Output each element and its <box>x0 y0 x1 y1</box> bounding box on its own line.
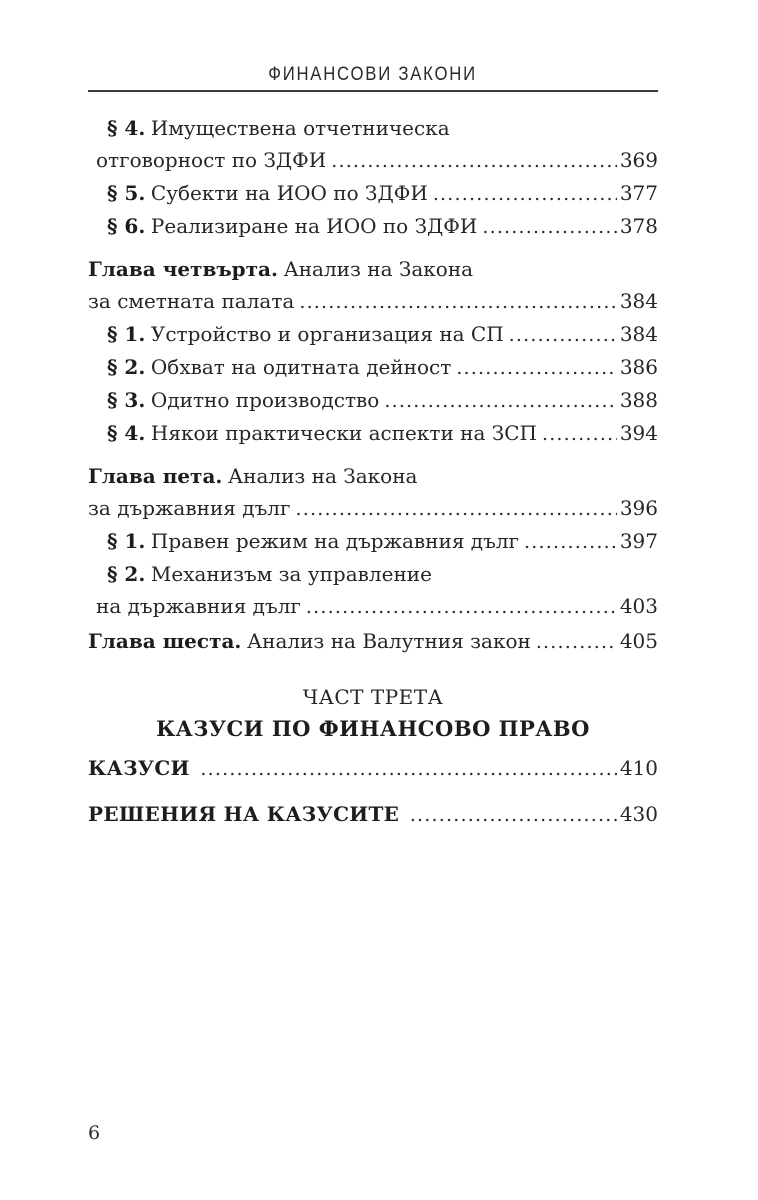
toc-entry-title: Механизъм за управление <box>150 562 432 586</box>
toc-dot-leader <box>524 525 617 558</box>
toc-dot-leader <box>536 625 617 658</box>
toc-line <box>88 558 658 590</box>
running-header-title: ФИНАНСОВИ ЗАКОНИ <box>268 64 478 85</box>
toc-dot-leader <box>433 177 617 210</box>
toc-entry-title: Субекти на ИОО по ЗДФИ <box>150 181 428 205</box>
toc-line <box>88 210 658 243</box>
toc-page-number: 396 <box>619 496 658 520</box>
toc-entry-label: § 4. <box>107 116 146 140</box>
toc-page-number: 430 <box>619 802 658 826</box>
toc-entry-label: Глава пета. <box>88 464 223 488</box>
toc-entry-label: КАЗУСИ <box>88 756 190 780</box>
toc-line <box>88 112 658 144</box>
part-heading <box>88 682 658 746</box>
toc-dot-leader <box>295 492 616 525</box>
toc-page-number: 405 <box>619 629 658 653</box>
toc-page-number: 369 <box>619 148 658 172</box>
toc-line <box>88 351 658 384</box>
toc-entry-title: Някои практически аспекти на ЗСП <box>150 421 537 445</box>
toc-dot-leader <box>542 417 617 450</box>
toc-line <box>88 285 658 318</box>
page-number: 6 <box>88 1122 101 1144</box>
toc-page-number: 386 <box>619 355 658 379</box>
toc-dot-leader <box>331 144 617 177</box>
toc-page-number: 394 <box>619 421 658 445</box>
toc-list <box>88 112 658 658</box>
toc-entry-title: Обхват на одитната дейност <box>150 355 452 379</box>
toc-entry-label: Глава шеста. <box>88 629 242 653</box>
toc-line <box>88 417 658 450</box>
toc-line <box>88 177 658 210</box>
toc-dot-leader <box>384 384 616 417</box>
toc-page-number: 378 <box>619 214 658 238</box>
toc-entry-label: § 1. <box>107 529 146 553</box>
toc-page-number: 384 <box>619 289 658 313</box>
toc-line <box>88 752 658 785</box>
toc-dot-leader <box>482 210 616 243</box>
toc-entry-title: Анализ на Закона <box>283 257 474 281</box>
toc-entry-title: Одитно производство <box>150 388 380 412</box>
toc-entry-label: § 3. <box>107 388 146 412</box>
toc-line <box>88 460 658 492</box>
toc-dot-leader <box>410 798 617 831</box>
toc-line <box>88 492 658 525</box>
toc-entry-label: § 1. <box>107 322 146 346</box>
toc-line <box>88 798 658 831</box>
toc-dot-leader <box>200 752 616 785</box>
toc-page-number: 397 <box>619 529 658 553</box>
toc-entry-title: Правен режим на държавния дълг <box>150 529 520 553</box>
toc-dot-leader <box>306 590 617 623</box>
toc-line <box>88 318 658 351</box>
toc-entry-title: на държавния дълг <box>96 594 301 618</box>
table-of-contents <box>88 112 658 831</box>
toc-page-number: 403 <box>619 594 658 618</box>
toc-line <box>88 384 658 417</box>
part-title: ЧАСТ ТРЕТА <box>302 685 444 709</box>
toc-page-number: 377 <box>619 181 658 205</box>
toc-entry-title: отговорност по ЗДФИ <box>96 148 327 172</box>
toc-line <box>88 590 658 623</box>
part-subtitle: КАЗУСИ ПО ФИНАНСОВО ПРАВО <box>156 716 590 741</box>
toc-line <box>88 625 658 658</box>
toc-dot-leader <box>456 351 617 384</box>
toc-bottom-list <box>88 752 658 831</box>
toc-dot-leader <box>299 285 616 318</box>
toc-line <box>88 253 658 285</box>
toc-entry-title: за сметната палата <box>88 289 295 313</box>
toc-line <box>88 525 658 558</box>
toc-entry-title: Анализ на Валутния закон <box>247 629 531 653</box>
toc-entry-title: Реализиране на ИОО по ЗДФИ <box>150 214 478 238</box>
toc-line <box>88 144 658 177</box>
running-header <box>88 64 658 92</box>
toc-entry-title: за държавния дълг <box>88 496 291 520</box>
toc-dot-leader <box>509 318 617 351</box>
toc-entry-label: Глава четвърта. <box>88 257 278 281</box>
toc-entry-label: РЕШЕНИЯ НА КАЗУСИТЕ <box>88 802 400 826</box>
toc-entry-label: § 5. <box>107 181 146 205</box>
toc-page-number: 388 <box>619 388 658 412</box>
toc-entry-label: § 2. <box>107 355 146 379</box>
toc-entry-title: Имуществена отчетническа <box>150 116 450 140</box>
toc-entry-label: § 6. <box>107 214 146 238</box>
toc-entry-label: § 4. <box>107 421 146 445</box>
toc-page-number: 384 <box>619 322 658 346</box>
toc-entry-title: Анализ на Закона <box>227 464 418 488</box>
toc-page-number: 410 <box>619 756 658 780</box>
toc-entry-label: § 2. <box>107 562 146 586</box>
toc-entry-title: Устройство и организация на СП <box>150 322 504 346</box>
